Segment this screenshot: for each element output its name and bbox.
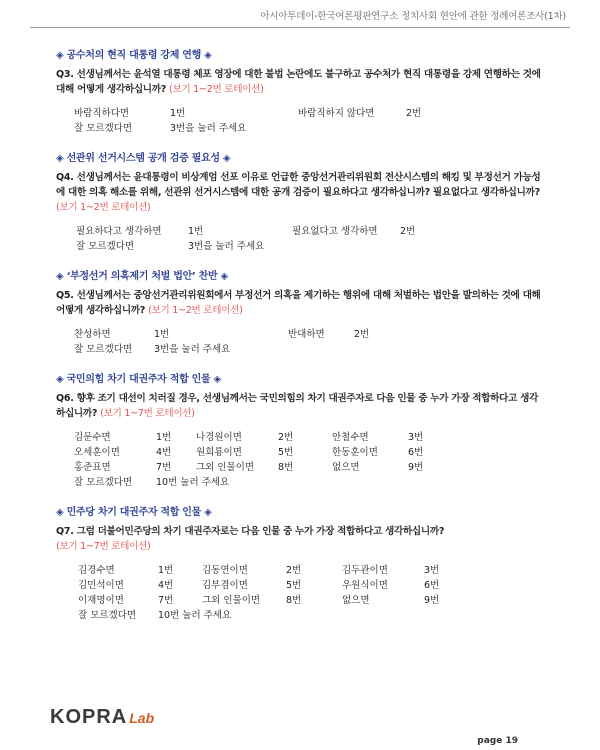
option-number: 1번 [158, 565, 174, 576]
option-row [78, 563, 544, 578]
section-title: ◈ ‘부정선거 의혹제기 처벌 법안’ 찬반 ◈ [56, 271, 228, 282]
option-row [74, 445, 544, 460]
question-text [56, 170, 544, 215]
question-body: Q4. 선생님께서는 윤대통령이 비상계엄 선포 이유로 언급한 중앙선거관리위원회 전산시스템의 해킹 및 부정선거 가능성에 대한 의혹 해소를 위해, 선관위 선거시스템에 대한 공개 검증이 필요하다고 생각하십니까? 필요없다고 생각하십니까? [56, 172, 541, 198]
option-number: 2번 [278, 432, 294, 443]
option-number: 2번 [400, 226, 416, 237]
option-number: 8번 [286, 595, 302, 606]
section-q6 [56, 370, 544, 490]
question-text [56, 67, 544, 97]
option-label: 이재명이면 [78, 595, 124, 606]
section-title: ◈ 민주당 차기 대권주자 적합 인물 ◈ [56, 507, 212, 518]
logo-sub-text: Lab [129, 710, 155, 726]
option-number: 3번을 눌러 주세요 [188, 241, 265, 252]
option-number: 5번 [286, 580, 302, 591]
option-number: 4번 [156, 447, 172, 458]
question-body: Q3. 선생님께서는 윤석열 대통령 체포 영장에 대한 불법 논란에도 불구하고 공수처가 현직 대통령을 강제 연행하는 것에 대해 어떻게 생각하십니까? [56, 69, 541, 95]
question-body: Q5. 선생님께서는 중앙선거관리위원회에서 부정선거 의혹을 제기하는 행위에 대해 처벌하는 법안을 발의하는 것에 대해 어떻게 생각하십니까? [56, 290, 541, 316]
option-row [74, 121, 544, 136]
question-body: Q6. 향후 조기 대선이 치러질 경우, 선생님께서는 국민의힘의 차기 대권주자로 다음 인물 중 누가 가장 적합하다고 생각하십니까? [56, 393, 539, 419]
option-row [74, 430, 544, 445]
option-label: 필요하다고 생각하면 [76, 226, 162, 237]
section-title: ◈ 공수처의 현직 대통령 강제 연행 ◈ [56, 50, 212, 61]
option-label: 그외 인물이면 [196, 462, 255, 473]
answer-options [78, 563, 544, 623]
option-number: 1번 [156, 432, 172, 443]
question-text [56, 524, 544, 554]
option-label: 그외 인물이면 [202, 595, 261, 606]
logo-main-text: KOPRA [50, 706, 128, 728]
option-row [78, 593, 544, 608]
rotation-note: (보기 1~2번 로테이션) [56, 202, 151, 213]
option-number: 5번 [278, 447, 294, 458]
option-number: 3번을 눌러 주세요 [154, 344, 231, 355]
answer-options [74, 430, 544, 490]
header-divider [30, 27, 570, 28]
option-number: 7번 [156, 462, 172, 473]
option-label: 필요없다고 생각하면 [292, 226, 378, 237]
section-title: ◈ 선관위 선거시스템 공개 검증 필요성 ◈ [56, 153, 231, 164]
option-number: 1번 [188, 226, 204, 237]
option-label: 없으면 [332, 462, 360, 473]
option-label: 잘 모르겠다면 [74, 477, 133, 488]
option-number: 1번 [170, 108, 186, 119]
question-body: Q7. 그럼 더불어민주당의 차기 대권주자로는 다음 인물 중 누가 가장 적합하다고 생각하십니까? [56, 526, 445, 537]
option-label: 홍준표면 [74, 462, 111, 473]
option-number: 2번 [354, 329, 370, 340]
rotation-note: (보기 1~2번 로테이션) [148, 305, 243, 316]
option-label: 김문수면 [74, 432, 111, 443]
option-number: 1번 [154, 329, 170, 340]
kopra-lab-logo [50, 706, 154, 729]
option-label: 반대하면 [288, 329, 325, 340]
option-number: 9번 [424, 595, 440, 606]
option-row [74, 475, 544, 490]
option-label: 없으면 [342, 595, 370, 606]
option-label: 김두관이면 [342, 565, 388, 576]
option-row [76, 224, 544, 239]
option-row [74, 460, 544, 475]
option-label: 바람직하지 않다면 [298, 108, 375, 119]
option-row [74, 106, 544, 121]
answer-options [74, 327, 544, 357]
option-number: 10번 눌러 주세요 [158, 610, 232, 621]
question-text [56, 391, 544, 421]
rotation-note: (보기 1~7번 로테이션) [56, 541, 151, 552]
option-row [74, 327, 544, 342]
option-number: 7번 [158, 595, 174, 606]
option-number: 2번 [406, 108, 422, 119]
option-label: 오세훈이면 [74, 447, 120, 458]
option-label: 잘 모르겠다면 [74, 123, 133, 134]
rotation-note: (보기 1~7번 로테이션) [100, 408, 195, 419]
option-row [78, 578, 544, 593]
option-number: 9번 [408, 462, 424, 473]
option-number: 3번 [424, 565, 440, 576]
option-label: 안철수면 [332, 432, 369, 443]
option-row [74, 342, 544, 357]
document-header-title: 아시아투데이-한국여론평판연구소 정치사회 현안에 관한 정례여론조사(1차) [260, 11, 566, 22]
option-label: 김부겸이면 [202, 580, 248, 591]
section-q4 [56, 149, 544, 254]
option-label: 바람직하다면 [74, 108, 130, 119]
option-label: 한동훈이면 [332, 447, 378, 458]
option-label: 김민석이면 [78, 580, 124, 591]
option-label: 잘 모르겠다면 [78, 610, 137, 621]
option-number: 8번 [278, 462, 294, 473]
option-label: 잘 모르겠다면 [76, 241, 135, 252]
option-number: 3번 [408, 432, 424, 443]
answer-options [74, 106, 544, 136]
option-label: 우원식이면 [342, 580, 388, 591]
option-number: 10번 눌러 주세요 [156, 477, 230, 488]
section-q5 [56, 267, 544, 357]
option-row [78, 608, 544, 623]
option-number: 6번 [424, 580, 440, 591]
section-q3 [56, 46, 544, 136]
section-q7 [56, 503, 544, 623]
rotation-note: (보기 1~2번 로테이션) [169, 84, 264, 95]
question-text [56, 288, 544, 318]
option-number: 2번 [286, 565, 302, 576]
option-label: 찬성하면 [74, 329, 111, 340]
answer-options [76, 224, 544, 254]
section-title: ◈ 국민의힘 차기 대권주자 적합 인물 ◈ [56, 374, 221, 385]
option-row [76, 239, 544, 254]
option-label: 나경원이면 [196, 432, 242, 443]
option-label: 잘 모르겠다면 [74, 344, 133, 355]
option-number: 3번을 눌러 주세요 [170, 123, 247, 134]
option-label: 김경수면 [78, 565, 115, 576]
option-label: 김동연이면 [202, 565, 248, 576]
option-label: 원희룡이면 [196, 447, 242, 458]
option-number: 4번 [158, 580, 174, 591]
page-number: page 19 [477, 736, 518, 746]
survey-content [56, 46, 544, 636]
option-number: 6번 [408, 447, 424, 458]
